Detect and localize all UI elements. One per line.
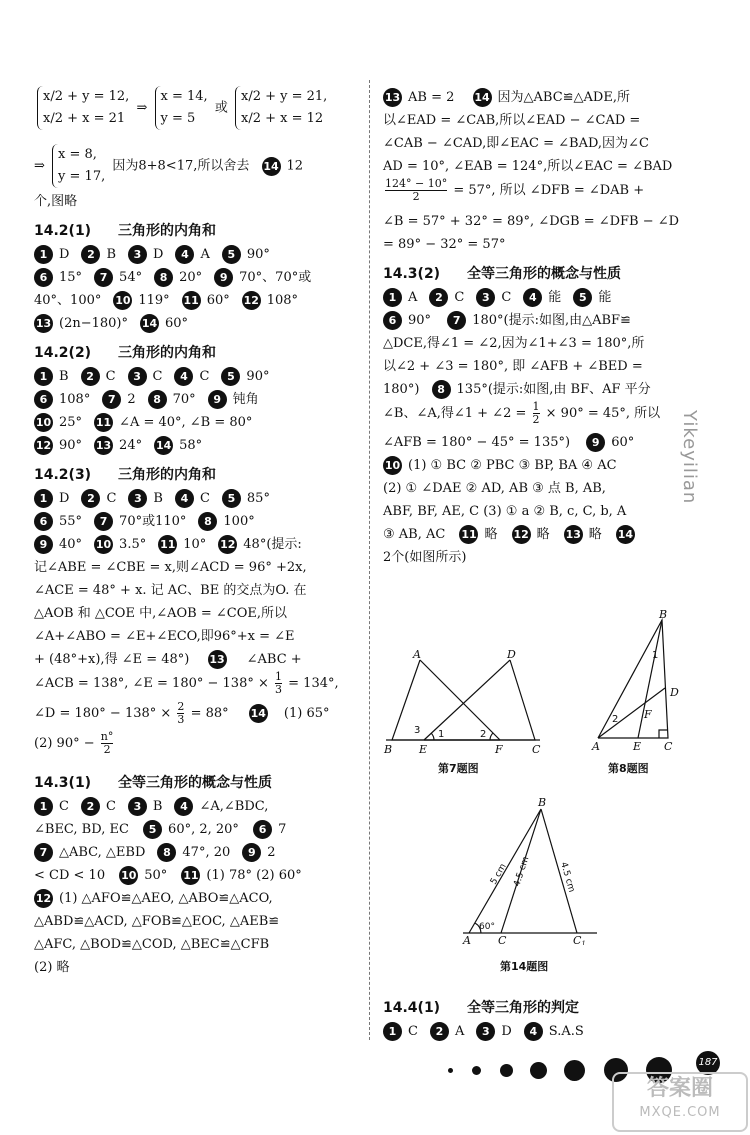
- question-number: 4: [174, 797, 193, 816]
- answer-line: ABF, BF, AE, C (3) ① a ② B, c, C, b, A: [383, 504, 627, 519]
- page-number: 187: [696, 1051, 720, 1075]
- answer-value: 24°: [119, 438, 143, 453]
- section-answers: [34, 841, 360, 864]
- answer-value: 90°: [59, 438, 83, 453]
- point-label: C: [664, 740, 673, 753]
- answer-line: < CD < 10 10 50° 11 (1) 78° (2) 60°: [34, 868, 302, 883]
- answer-value: C: [501, 290, 512, 305]
- answer-line: 10 (1) ① BC ② PBC ③ BP, BA ④ AC: [384, 458, 617, 473]
- answer-line: ∠B、∠A,得∠1 + ∠2 = $\frac{1}{2}$ × 90° = 45°, 所以: [383, 400, 661, 426]
- section-14-4-1: [383, 990, 688, 1043]
- answer-value: C: [152, 369, 163, 384]
- question-number: 8: [154, 268, 173, 287]
- point-label: B: [384, 743, 393, 755]
- point-label: A: [592, 740, 600, 753]
- question-number: 11: [158, 535, 177, 554]
- question-number: 9: [34, 535, 53, 554]
- system-d-line: ⇒ x = 8, y = 17, 因为8+8<17,所以舍去 14 12: [34, 144, 360, 190]
- question-number: 10: [119, 866, 138, 885]
- answer-value: 60°: [206, 293, 230, 308]
- answer-value: 54°: [119, 270, 143, 285]
- answer-line: [34, 487, 360, 510]
- question-number: 4: [524, 1022, 543, 1041]
- question-number: 9: [208, 390, 227, 409]
- answer-value: C: [105, 799, 116, 814]
- question-number: 12: [218, 535, 237, 554]
- answer-value: 90°: [246, 247, 270, 262]
- length-label: 5 cm: [488, 862, 509, 887]
- answer-value: 2: [267, 845, 276, 860]
- fraction: $\frac{1}{2}$: [532, 400, 540, 426]
- point-label: A: [463, 934, 471, 945]
- answer-line: [34, 795, 360, 818]
- section-heading: 14.2(3) 三角形的内角和: [34, 467, 216, 483]
- segment-af: [420, 660, 500, 740]
- angle-label: 2: [612, 714, 619, 725]
- right-angle-mark: [659, 730, 668, 738]
- question-number: 2: [81, 489, 100, 508]
- question-number: 14: [249, 704, 268, 723]
- answer-value: 70°: [172, 392, 196, 407]
- question-number: 9: [214, 268, 233, 287]
- answer-value: 40°: [59, 537, 83, 552]
- answer-value: B: [152, 799, 163, 814]
- question-number: 4: [175, 489, 194, 508]
- question-number: 7: [94, 512, 113, 531]
- angle-label: 1: [652, 650, 659, 661]
- answer-line: 12 (1) △AFO≌△AEO, △ABO≌△ACO,: [35, 891, 273, 906]
- answer-value: 15°: [59, 270, 83, 285]
- question-number: 3: [128, 489, 147, 508]
- question-number: 11: [94, 413, 113, 432]
- figure-14-caption: 第14题图: [500, 960, 549, 973]
- answer-line: [34, 388, 360, 411]
- point-label: F: [495, 743, 503, 755]
- answer-value: 20°: [179, 270, 203, 285]
- fraction: $\frac{124^\circ - 10^\circ}{2}$: [385, 177, 448, 203]
- answer-line: 6 90° 7 180°(提示:如图,由△ABF≌: [383, 309, 688, 332]
- section-answers: [34, 365, 360, 457]
- answer-line: △DCE,得∠1 = ∠2,因为∠1+∠3 = 180°,所: [383, 336, 645, 351]
- question-number: 6: [383, 311, 402, 330]
- answer-line: ∠AFB = 180° − 45° = 135°) 9 60°: [383, 435, 635, 450]
- angle-label: 60°: [479, 922, 495, 932]
- length-label: 4.5 cm: [558, 861, 577, 894]
- answer-line: [34, 841, 360, 864]
- answer-value: C: [408, 1024, 418, 1039]
- point-label: A: [413, 648, 421, 661]
- question-number: 1: [34, 245, 53, 264]
- point-label: B: [538, 796, 547, 809]
- answer-value: 85°: [246, 491, 270, 506]
- fraction: $\frac{2}{3}$: [177, 700, 185, 726]
- answer-value: 25°: [59, 415, 83, 430]
- equation-systems: x/2 + y = 12, x/2 + x = 21 ⇒ x = 14, y = 5 或 x/2 + y = 21, x/2 + x = 12: [34, 86, 360, 138]
- question-number: 14: [140, 314, 159, 333]
- section-heading: 14.2(2) 三角形的内角和: [34, 345, 216, 361]
- question-number: 1: [383, 288, 402, 307]
- answer-line: [34, 243, 360, 266]
- answer-value: 60°: [165, 316, 189, 331]
- answer-value: C: [59, 799, 69, 814]
- question-number: 7: [94, 268, 113, 287]
- question-number: 7: [102, 390, 121, 409]
- answer-value: A: [200, 247, 210, 262]
- question-number: 2: [81, 367, 100, 386]
- question-number: 14: [262, 157, 281, 176]
- question-number: 13: [34, 314, 53, 333]
- answer-value: 70°、70°或: [239, 270, 312, 285]
- section-answers: [383, 1020, 688, 1043]
- answer-value: 3.5°: [119, 537, 147, 552]
- answer-value: C: [454, 290, 465, 305]
- answer-value: D: [153, 247, 164, 262]
- question-number: 3: [128, 367, 147, 386]
- question-number: 13: [383, 88, 402, 107]
- point-label: D: [670, 686, 679, 699]
- segment-ad: [598, 688, 665, 738]
- question-number: 12: [34, 889, 53, 908]
- answer-line: 2个(如图所示): [383, 550, 467, 565]
- question-number: 10: [94, 535, 113, 554]
- question-number: 7: [447, 311, 466, 330]
- point-label: E: [419, 743, 428, 755]
- question-number: 2: [430, 1022, 449, 1041]
- answer-line: ∠BEC, BD, EC 5 60°, 2, 20° 6 7: [34, 822, 287, 837]
- question-number: 2: [81, 245, 100, 264]
- question-number: 14: [473, 88, 492, 107]
- answer-line: [34, 365, 360, 388]
- answer-value: 10°: [183, 537, 207, 552]
- point-label: C: [532, 743, 541, 755]
- question-number: 4: [174, 367, 193, 386]
- answer-value: 47°, 20: [182, 845, 231, 860]
- question-number: 6: [34, 512, 53, 531]
- answer-value: 119°: [138, 293, 170, 308]
- question-number: 12: [242, 291, 261, 310]
- answer-line: ∠ACB = 138°, ∠E = 180° − 138° × $\frac{1}{3}$ = 134°,: [34, 670, 339, 696]
- side-watermark-text: Yikeyilian: [679, 410, 700, 505]
- question-number: 1: [34, 367, 53, 386]
- answer-value: D: [59, 247, 70, 262]
- answer-value: ∠A = 40°, ∠B = 80°: [119, 415, 253, 430]
- point-label: D: [507, 648, 516, 661]
- question-number: 6: [34, 390, 53, 409]
- answer-value: 能: [598, 290, 612, 305]
- answer-line: [383, 286, 688, 309]
- answer-value: D: [501, 1024, 512, 1039]
- answer-value: 108°: [266, 293, 299, 308]
- watermark-logo: 答案圈 MXQE.COM: [612, 1072, 748, 1132]
- question-number: 7: [34, 843, 53, 862]
- question-number: 1: [34, 489, 53, 508]
- answer-line: AD = 10°, ∠EAB = 124°,所以∠EAC = ∠BAD: [383, 159, 673, 174]
- triangle-abf: [392, 660, 500, 740]
- answer-line: ③ AB, AC 11 略 12 略 13 略 14: [383, 527, 634, 542]
- question-number: 14: [154, 436, 173, 455]
- answer-value: 2: [127, 392, 136, 407]
- triangle-dce: [424, 660, 535, 740]
- answer-value: B: [59, 369, 69, 384]
- answer-line: (2) ① ∠DAE ② AD, AB ③ 点 B, AB,: [383, 481, 606, 496]
- or-word: 或: [214, 100, 228, 116]
- answer-line: + (48°+x),得 ∠E = 48°) 13 ∠ABC +: [34, 652, 302, 667]
- question-number: 14: [616, 525, 635, 544]
- section-heading: 14.3(2) 全等三角形的概念与性质: [383, 266, 621, 282]
- answer-line: 13 AB = 2 14 因为△ABC≌△ADE,所: [384, 90, 630, 105]
- point-label: C1: [573, 934, 586, 945]
- answer-value: 48°(提示:: [243, 537, 302, 552]
- question-number: 11: [459, 525, 478, 544]
- answer-line: [34, 312, 360, 335]
- answer-value: C: [106, 491, 117, 506]
- answer-line: (2) 略: [34, 960, 70, 975]
- answer-value: 55°: [59, 514, 83, 529]
- section-answers: [383, 286, 688, 309]
- answer-line: ∠ACE = 48° + x. 记 AC、BE 的交点为O. 在: [34, 583, 307, 598]
- point-label: C: [498, 934, 507, 945]
- triangle-abc: [598, 620, 668, 738]
- reason-text: 因为8+8<17,所以舍去: [112, 158, 250, 174]
- question-number: 1: [383, 1022, 402, 1041]
- question-number: 2: [81, 797, 100, 816]
- answer-line: 以∠EAD = ∠CAB,所以∠EAD − ∠CAD =: [383, 113, 641, 128]
- question-number: 5: [573, 288, 592, 307]
- answer-line: (2) 90° − $\frac{n^\circ}{2}$: [34, 730, 114, 756]
- segment-de: [424, 660, 510, 740]
- section-answers: [34, 795, 360, 818]
- answer-line: [34, 266, 360, 289]
- question-number: 5: [222, 489, 241, 508]
- right-column: [383, 86, 688, 569]
- question-number: 13: [208, 650, 227, 669]
- answer-value: 能: [548, 290, 562, 305]
- question-number: 3: [476, 288, 495, 307]
- answer-line: ∠B = 57° + 32° = 89°, ∠DGB = ∠DFB − ∠D: [383, 214, 680, 229]
- answer-value: S.A.S: [548, 1024, 584, 1039]
- fraction: $\frac{1}{3}$: [275, 670, 283, 696]
- question-number: 12: [512, 525, 531, 544]
- answer-line: [34, 411, 360, 434]
- point-label: E: [633, 740, 642, 753]
- question-number: 8: [198, 512, 217, 531]
- answer-line: = 89° − 32° = 57°: [383, 237, 506, 252]
- question-number: 5: [221, 367, 240, 386]
- answer-value: B: [106, 247, 116, 262]
- answer-line: △ABD≌△ACD, △FOB≌△EOC, △AEB≌: [34, 914, 280, 929]
- section-heading: 14.4(1) 全等三角形的判定: [383, 1000, 579, 1016]
- question-number: 3: [128, 797, 147, 816]
- answer-value: 108°: [59, 392, 91, 407]
- question-number: 1: [34, 797, 53, 816]
- question-number: 11: [182, 291, 201, 310]
- question-number: 9: [586, 433, 605, 452]
- question-number: 13: [564, 525, 583, 544]
- system-a: x/2 + y = 12, x/2 + x = 21: [37, 86, 129, 130]
- question-number: 10: [383, 456, 402, 475]
- answer-line: 以∠2 + ∠3 = 180°, 即 ∠AFB + ∠BED =: [383, 359, 643, 374]
- answer-value: (2n−180)°: [59, 316, 128, 331]
- answer-value: 70°或110°: [119, 514, 187, 529]
- question-number: 11: [181, 866, 200, 885]
- section-answers: [34, 487, 360, 556]
- left-column: [34, 86, 360, 979]
- system-d: x = 8, y = 17,: [52, 144, 105, 188]
- answer-value: 100°: [223, 514, 255, 529]
- question-number: 6: [253, 820, 272, 839]
- answer-value: 90°: [246, 369, 270, 384]
- question-number: 8: [157, 843, 176, 862]
- question-number: 12: [34, 436, 53, 455]
- answer-value: B: [153, 491, 163, 506]
- section-heading: 14.3(1) 全等三角形的概念与性质: [34, 775, 272, 791]
- answer-value: C: [105, 369, 116, 384]
- answer-value: D: [59, 491, 70, 506]
- question-number: 8: [432, 380, 451, 399]
- angle-label: 2: [480, 729, 487, 740]
- question-number: 10: [34, 413, 53, 432]
- question-number: 4: [523, 288, 542, 307]
- length-label: 4.5 cm: [512, 855, 532, 888]
- answer-line: $\frac{124^\circ - 10^\circ}{2}$ = 57°, 所以 ∠DFB = ∠DAB +: [385, 177, 645, 203]
- figure-7-caption: 第7题图: [438, 762, 479, 775]
- system-c: x/2 + y = 21, x/2 + x = 12: [235, 86, 327, 130]
- section-heading: 14.2(1) 三角形的内角和: [34, 223, 216, 239]
- question-number: 9: [242, 843, 261, 862]
- angle-label: 1: [438, 729, 445, 740]
- angle-label: 3: [414, 725, 421, 736]
- fraction: $\frac{n^\circ}{2}$: [100, 730, 114, 756]
- question-number: 5: [222, 245, 241, 264]
- answer-line: △AOB 和 △COE 中,∠AOB = ∠COE,所以: [34, 606, 287, 621]
- answer-line: ∠CAB − ∠CAD,即∠EAC = ∠BAD,因为∠C: [383, 136, 649, 151]
- answer-value: 40°、100°: [34, 293, 102, 308]
- answer-value: ∠A,∠BDC,: [199, 799, 269, 814]
- answer-value: A: [454, 1024, 465, 1039]
- question-number: 3: [476, 1022, 495, 1041]
- answer-value: △ABC, △EBD: [59, 845, 146, 860]
- answer-line: 个,图略: [34, 194, 78, 209]
- answer-value: 58°: [179, 438, 203, 453]
- section-answers: [34, 243, 360, 335]
- answer-value: 钝角: [232, 392, 259, 407]
- system-b: x = 14, y = 5: [155, 86, 208, 130]
- figure-14-diagram: [455, 795, 605, 945]
- answer-value: A: [408, 290, 418, 305]
- answer-line: ∠A+∠ABO = ∠E+∠ECO,即96°+x = ∠E: [34, 629, 295, 644]
- question-number: 3: [128, 245, 147, 264]
- question-number: 5: [143, 820, 162, 839]
- figure-8-caption: 第8题图: [608, 762, 649, 775]
- figure-8-diagram: [586, 606, 686, 756]
- answer-line: 记∠ABE = ∠CBE = x,则∠ACD = 96° +2x,: [34, 560, 307, 575]
- column-divider: [369, 80, 370, 1040]
- question-number: 2: [429, 288, 448, 307]
- answer-line: [34, 510, 360, 533]
- question-number: 6: [34, 268, 53, 287]
- point-label: F: [644, 708, 652, 721]
- figure-7-diagram: [380, 645, 550, 755]
- question-number: 10: [113, 291, 132, 310]
- answer-line: 180°) 8 135°(提示:如图,由 BF、AF 平分: [383, 382, 651, 397]
- answer-line: [383, 1020, 688, 1043]
- answer-line: [34, 533, 360, 556]
- answer-line: [34, 289, 360, 312]
- answer-line: △AFC, △BOD≌△COD, △BEC≌△CFB: [34, 937, 270, 952]
- answer-line: [34, 434, 360, 457]
- question-number: 4: [175, 245, 194, 264]
- point-label: B: [659, 608, 668, 621]
- answer-value: C: [199, 491, 210, 506]
- question-number: 13: [94, 436, 113, 455]
- question-number: 8: [148, 390, 167, 409]
- answer-line: ∠D = 180° − 138° × $\frac{2}{3}$ = 88° 14 (1) 65°: [34, 700, 330, 726]
- answer-value: C: [199, 369, 210, 384]
